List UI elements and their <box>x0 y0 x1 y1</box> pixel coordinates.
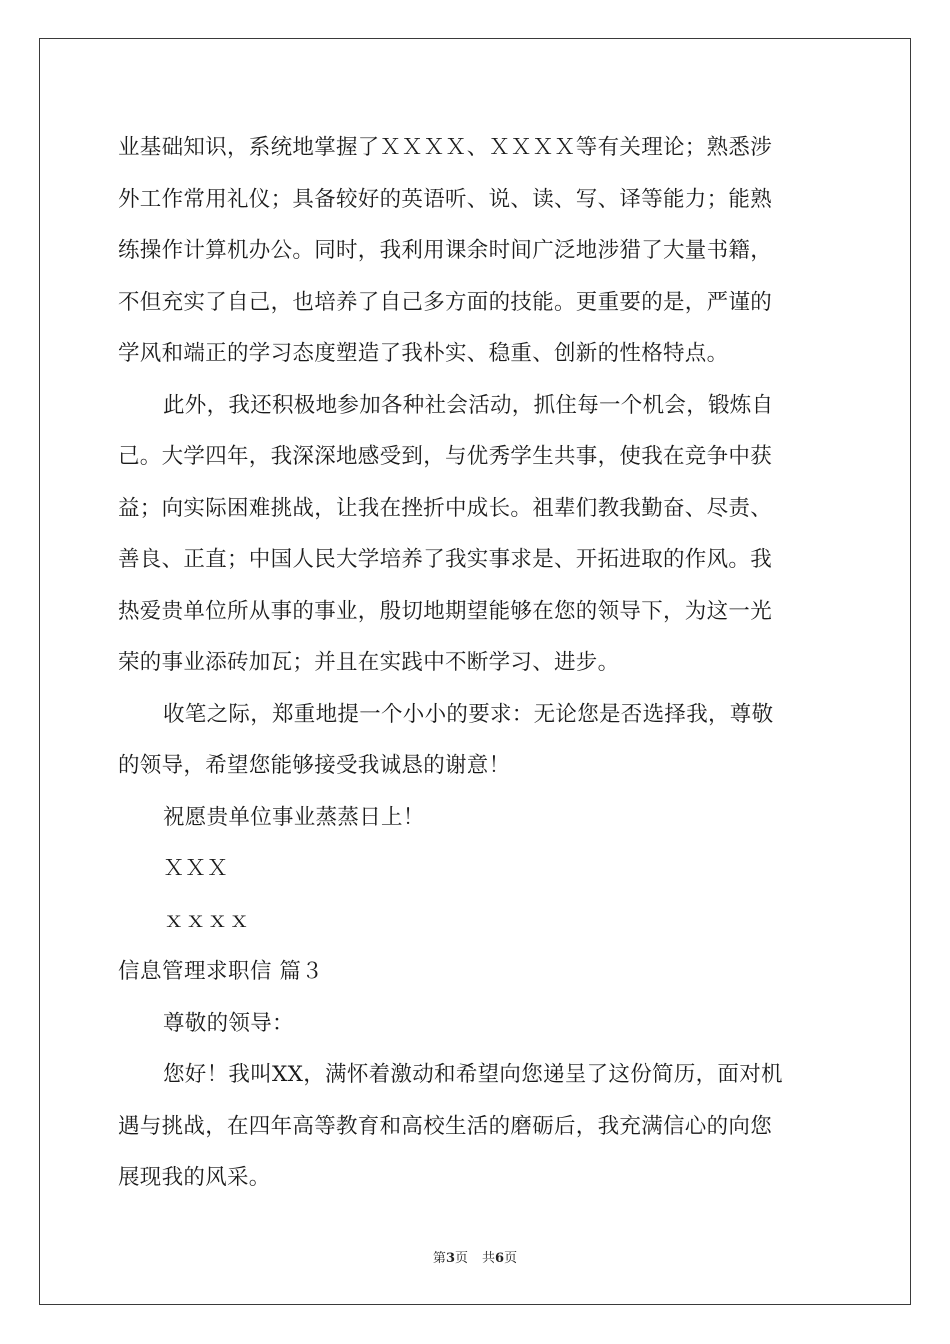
page-prefix: 第 <box>432 1251 446 1266</box>
paragraph-line: 学风和端正的学习态度塑造了我朴实、稳重、创新的性格特点。 <box>118 341 729 366</box>
paragraph-line: 的领导，希望您能够接受我诚恳的谢意！ <box>118 753 511 778</box>
paragraph-line: 热爱贵单位所从事的事业，殷切地期望能够在您的领导下，为这一光 <box>118 598 773 624</box>
paragraph-line: 己。大学四年，我深深地感受到，与优秀学生共事，使我在竞争中获 <box>118 444 773 469</box>
total-suffix: 页 <box>504 1251 518 1266</box>
page-total: 6 <box>495 1251 505 1266</box>
paragraph-line: 荣的事业添砖加瓦；并且在实践中不断学习、进步。 <box>118 650 620 675</box>
paragraph-line: 业基础知识，系统地掌握了ＸＸＸＸ、ＸＸＸＸ等有关理论；熟悉涉 <box>118 135 773 160</box>
page-footer <box>0 1247 950 1266</box>
paragraph-line: 收笔之际，郑重地提一个小小的要求：无论您是否选择我，尊敬 <box>163 701 774 727</box>
paragraph-line: 遇与挑战，在四年高等教育和高校生活的磨砺后，我充满信心的向您 <box>118 1113 773 1139</box>
page-current: 3 <box>445 1251 455 1266</box>
paragraph-line: 善良、正直；中国人民大学培养了我实事求是、开拓进取的作风。我 <box>118 547 773 572</box>
paragraph-line: 展现我的风采。 <box>118 1165 271 1190</box>
paragraph-line: 益；向实际困难挑战，让我在挫折中成长。祖辈们教我勤奋、尽责、 <box>118 495 773 521</box>
document-body <box>118 122 834 1204</box>
paragraph-line: 您好！我叫XX，满怀着激动和希望向您递呈了这份简历，面对机 <box>163 1062 783 1087</box>
closing-wish: 祝愿贵单位事业蒸蒸日上！ <box>163 804 425 830</box>
salutation: 尊敬的领导： <box>163 1010 294 1036</box>
section-heading: 信息管理求职信 篇３ <box>118 959 324 984</box>
paragraph-line: 练操作计算机办公。同时，我利用课余时间广泛地涉猎了大量书籍， <box>118 238 773 263</box>
paragraph-line: 此外，我还积极地参加各种社会活动，抓住每一个机会，锻炼自 <box>163 392 774 418</box>
page-mid: 页 <box>454 1251 468 1266</box>
paragraph-line: 外工作常用礼仪；具备较好的英语听、说、读、写、译等能力；能熟 <box>118 186 773 212</box>
total-prefix: 共 <box>482 1251 496 1266</box>
signature-date: ｘｘｘｘ <box>163 907 251 933</box>
signature-name: ＸＸＸ <box>163 856 229 881</box>
paragraph-line: 不但充实了自己，也培养了自己多方面的技能。更重要的是，严谨的 <box>118 289 773 315</box>
